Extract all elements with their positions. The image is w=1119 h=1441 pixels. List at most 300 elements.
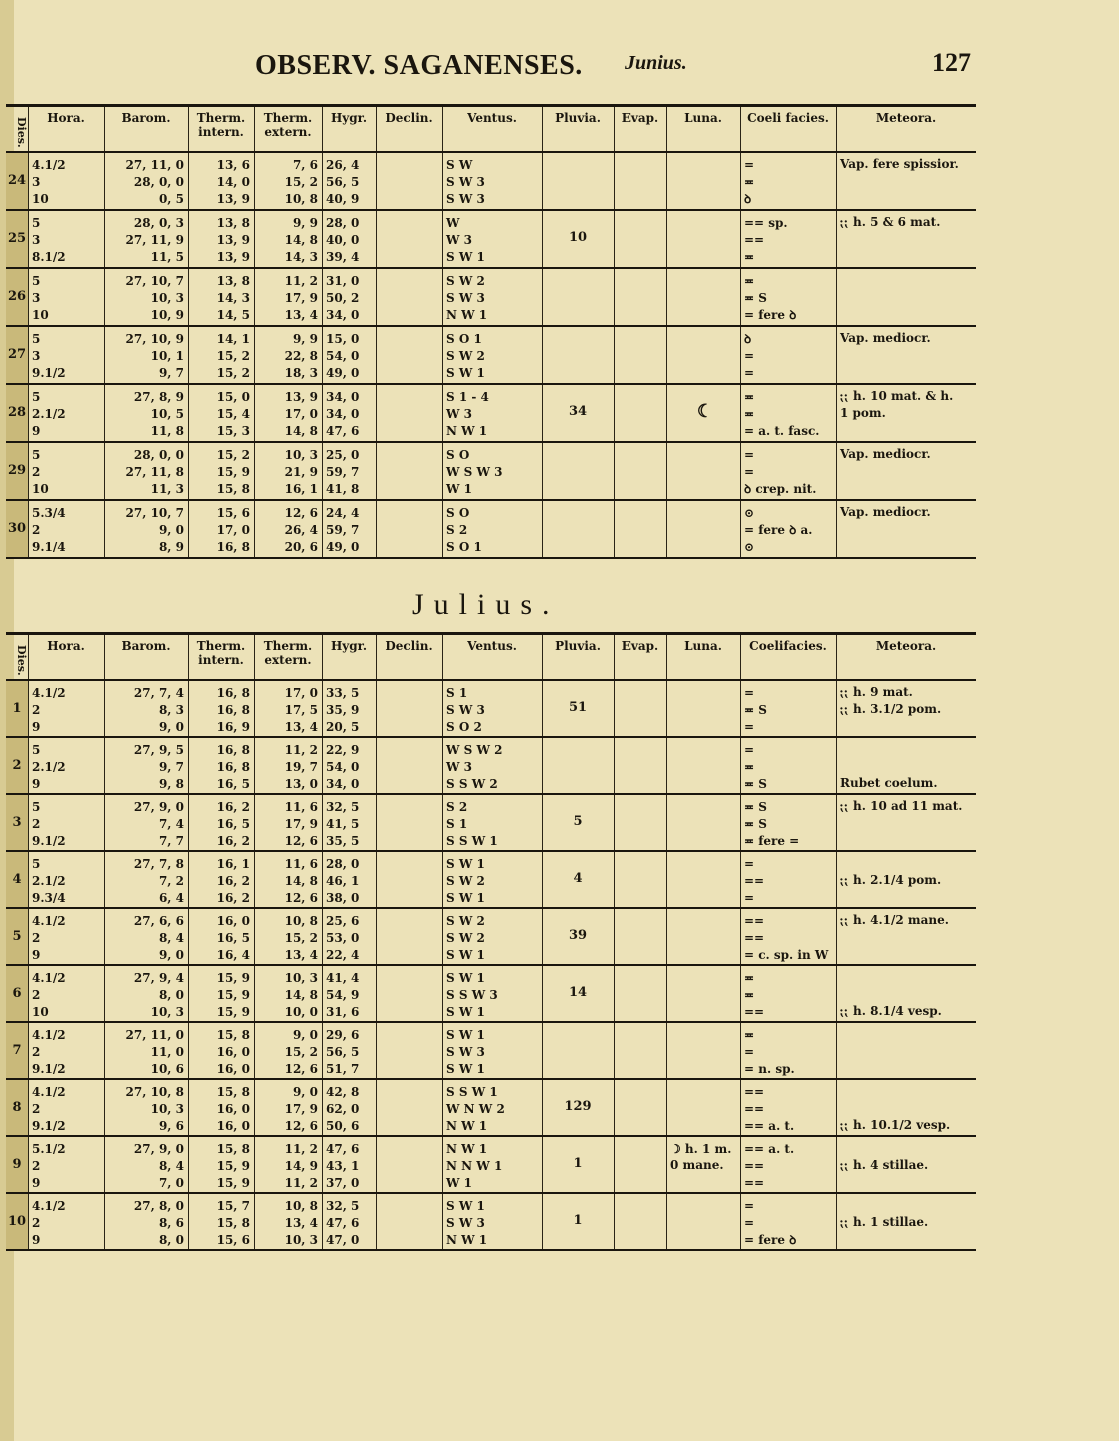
cell-hygr — [322, 1194, 376, 1249]
cell-ventus — [442, 909, 542, 964]
cell-meteora — [836, 385, 976, 441]
cell-hora — [28, 211, 104, 267]
hora-value: 5 — [32, 216, 41, 230]
cell-dies — [6, 681, 28, 736]
hora-value: 2 — [32, 817, 41, 831]
coeli-value: = c. sp. in W — [744, 948, 829, 962]
pluvia-value: 129 — [564, 1098, 592, 1114]
column-divider — [614, 107, 615, 151]
cell-dies — [6, 385, 28, 441]
tex-value: 11, 2 — [284, 1142, 318, 1156]
tin-value: 16, 2 — [216, 874, 250, 888]
tin-value: 15, 8 — [216, 482, 250, 496]
coeli-value: ≖ — [744, 250, 755, 264]
tex-value: 9, 0 — [292, 1028, 318, 1042]
hora-value: 10 — [32, 482, 49, 496]
pluvia-value: 1 — [573, 1155, 583, 1171]
table-row — [6, 909, 976, 966]
ventus-value: S S W 3 — [446, 988, 498, 1002]
column-divider — [188, 635, 189, 679]
cell-tin — [188, 385, 254, 441]
cell-tin — [188, 269, 254, 325]
cell-evap — [614, 795, 666, 850]
hora-value: 3 — [32, 233, 41, 247]
cell-hora — [28, 795, 104, 850]
barom-value: 9, 7 — [158, 760, 184, 774]
coeli-value: = — [744, 1216, 755, 1230]
luna-value — [666, 856, 740, 872]
cell-hygr — [322, 966, 376, 1021]
ventus-value: S 1 — [446, 817, 468, 831]
cell-ventus — [442, 269, 542, 325]
coeli-value: = — [744, 349, 755, 363]
tex-value: 15, 2 — [284, 175, 318, 189]
cell-tex — [254, 153, 322, 209]
coeli-value: ≖ S — [744, 291, 767, 305]
header-barom-label: Barom. — [121, 111, 171, 125]
column-divider — [442, 635, 443, 679]
header-declin-label: Declin. — [385, 639, 433, 653]
barom-value: 28, 0, 0 — [133, 448, 184, 462]
cell-hora — [28, 909, 104, 964]
coeli-value: ≖ — [744, 971, 755, 985]
hora-value: 4.1/2 — [32, 686, 66, 700]
tex-value: 17, 0 — [284, 407, 318, 421]
column-divider — [376, 107, 377, 151]
cell-tex — [254, 1023, 322, 1078]
cell-tin — [188, 211, 254, 267]
cell-evap — [614, 501, 666, 557]
header-meteora-label: Meteora. — [875, 639, 937, 653]
barom-value: 27, 10, 8 — [125, 1085, 184, 1099]
table-row — [6, 153, 976, 211]
meteora-value: ⁏⁏ h. 10 mat. & h. — [840, 389, 954, 403]
header-barom — [104, 635, 188, 679]
tex-value: 10, 3 — [284, 1233, 318, 1247]
hygr-value: 47, 6 — [326, 1216, 360, 1230]
hygr-value: 49, 0 — [326, 366, 360, 380]
cell-barom — [104, 681, 188, 736]
cell-meteora — [836, 966, 976, 1021]
cell-pluvia — [542, 795, 614, 850]
hygr-value: 56, 5 — [326, 175, 360, 189]
ventus-value: S W 1 — [446, 971, 485, 985]
barom-value: 0, 5 — [158, 192, 184, 206]
tex-value: 14, 8 — [284, 988, 318, 1002]
tin-value: 17, 0 — [216, 523, 250, 537]
cell-luna — [666, 211, 740, 267]
cell-hygr — [322, 681, 376, 736]
cell-tex — [254, 1194, 322, 1249]
cell-tex — [254, 1080, 322, 1135]
tex-value: 12, 6 — [284, 834, 318, 848]
hora-value: 4.1/2 — [32, 1028, 66, 1042]
cell-declin — [376, 795, 442, 850]
barom-value: 7, 2 — [158, 874, 184, 888]
barom-value: 6, 4 — [158, 891, 184, 905]
barom-value: 10, 9 — [150, 308, 184, 322]
ventus-value: S S W 1 — [446, 834, 498, 848]
tex-value: 14, 8 — [284, 424, 318, 438]
tex-value: 26, 4 — [284, 523, 318, 537]
ventus-value: N N W 1 — [446, 1159, 503, 1173]
barom-value: 27, 10, 7 — [125, 506, 184, 520]
cell-tex — [254, 795, 322, 850]
cell-pluvia — [542, 153, 614, 209]
hygr-value: 35, 5 — [326, 834, 360, 848]
hygr-value: 34, 0 — [326, 308, 360, 322]
hygr-value: 49, 0 — [326, 540, 360, 554]
table-row — [6, 1194, 976, 1251]
coeli-value: ≖ S — [744, 703, 767, 717]
header-coeli-label: Coeli facies. — [747, 111, 829, 125]
header-hygr-label: Hygr. — [330, 111, 368, 125]
hora-value: 10 — [32, 1005, 49, 1019]
hygr-value: 42, 8 — [326, 1085, 360, 1099]
hygr-value: 59, 7 — [326, 465, 360, 479]
cell-evap — [614, 443, 666, 499]
tex-value: 10, 0 — [284, 1005, 318, 1019]
hygr-value: 54, 9 — [326, 988, 360, 1002]
cell-declin — [376, 738, 442, 793]
barom-value: 27, 8, 9 — [133, 390, 184, 404]
barom-value: 11, 0 — [150, 1045, 184, 1059]
column-divider — [28, 107, 29, 151]
cell-tin — [188, 966, 254, 1021]
cell-barom — [104, 501, 188, 557]
header-hygr — [322, 635, 376, 679]
cell-declin — [376, 501, 442, 557]
tex-value: 21, 9 — [284, 465, 318, 479]
meteora-value: ⁏⁏ h. 1 stillae. — [840, 1215, 929, 1229]
tin-value: 13, 6 — [216, 158, 250, 172]
cell-pluvia — [542, 501, 614, 557]
coeli-value: ≖ S — [744, 817, 767, 831]
tin-value: 15, 2 — [216, 366, 250, 380]
cell-coeli — [740, 385, 836, 441]
hygr-value: 47, 6 — [326, 424, 360, 438]
cell-ventus — [442, 327, 542, 383]
tex-value: 10, 3 — [284, 448, 318, 462]
ventus-value: S S W 2 — [446, 777, 498, 791]
table-row — [6, 795, 976, 852]
header-pluvia-label: Pluvia. — [555, 111, 601, 125]
table-row — [6, 738, 976, 795]
cell-hygr — [322, 443, 376, 499]
cell-luna — [666, 501, 740, 557]
page-title: OBSERV. SAGANENSES. — [255, 50, 583, 81]
cell-evap — [614, 153, 666, 209]
barom-value: 8, 0 — [158, 988, 184, 1002]
day-number: 4 — [12, 871, 22, 887]
hora-value: 9.1/2 — [32, 1119, 66, 1133]
header-declin — [376, 635, 442, 679]
cell-coeli — [740, 153, 836, 209]
luna-value — [666, 970, 740, 986]
hygr-value: 28, 0 — [326, 216, 360, 230]
cell-dies — [6, 327, 28, 383]
ventus-value: S W — [446, 158, 473, 172]
hora-value: 2.1/2 — [32, 874, 66, 888]
column-divider — [836, 635, 837, 679]
header-hora-label: Hora. — [47, 111, 85, 125]
tin-value: 16, 0 — [216, 1102, 250, 1116]
hora-value: 4.1/2 — [32, 1085, 66, 1099]
cell-meteora — [836, 795, 976, 850]
hygr-value: 54, 0 — [326, 760, 360, 774]
cell-dies — [6, 269, 28, 325]
hygr-value: 25, 6 — [326, 914, 360, 928]
cell-barom — [104, 385, 188, 441]
cell-meteora — [836, 501, 976, 557]
tex-value: 12, 6 — [284, 506, 318, 520]
header-tin — [188, 635, 254, 679]
hora-value: 2 — [32, 1045, 41, 1059]
coeli-value: ≖ — [744, 760, 755, 774]
ventus-value: S 1 - 4 — [446, 390, 489, 404]
cell-declin — [376, 1137, 442, 1192]
table-row — [6, 1080, 976, 1137]
table-header — [6, 104, 976, 153]
coeli-value: ⊙ — [744, 540, 755, 554]
barom-value: 27, 11, 8 — [125, 465, 184, 479]
day-number: 26 — [7, 289, 27, 304]
header-tex-label: extern. — [264, 653, 312, 667]
coeli-value: ꝺ — [744, 192, 752, 206]
cell-tex — [254, 738, 322, 793]
barom-value: 8, 4 — [158, 1159, 184, 1173]
hygr-value: 51, 7 — [326, 1062, 360, 1076]
coeli-value: = — [744, 743, 755, 757]
cell-tex — [254, 443, 322, 499]
cell-pluvia — [542, 1080, 614, 1135]
cell-dies — [6, 1023, 28, 1078]
ventus-value: S W 1 — [446, 366, 485, 380]
coeli-value: ≖ — [744, 274, 755, 288]
cell-evap — [614, 1023, 666, 1078]
cell-tin — [188, 1194, 254, 1249]
barom-value: 9, 8 — [158, 777, 184, 791]
cell-declin — [376, 966, 442, 1021]
hygr-value: 40, 9 — [326, 192, 360, 206]
coeli-value: == — [744, 1005, 765, 1019]
pluvia-value: 5 — [573, 813, 583, 829]
cell-barom — [104, 738, 188, 793]
meteora-value: ⁏⁏ h. 2.1/4 pom. — [840, 873, 942, 887]
hygr-value: 34, 0 — [326, 407, 360, 421]
column-divider — [666, 635, 667, 679]
barom-value: 8, 0 — [158, 1233, 184, 1247]
cell-ventus — [442, 1080, 542, 1135]
pluvia-value: 51 — [568, 699, 588, 715]
barom-value: 8, 3 — [158, 703, 184, 717]
cell-pluvia — [542, 738, 614, 793]
ventus-value: S O — [446, 448, 470, 462]
luna-value — [666, 685, 740, 701]
header-pluvia — [542, 107, 614, 151]
cell-coeli — [740, 443, 836, 499]
cell-meteora — [836, 1023, 976, 1078]
cell-barom — [104, 1080, 188, 1135]
header-ventus — [442, 107, 542, 151]
luna-value — [666, 215, 740, 231]
tin-value: 16, 0 — [216, 914, 250, 928]
hygr-value: 28, 0 — [326, 857, 360, 871]
barom-value: 27, 9, 4 — [133, 971, 184, 985]
cell-dies — [6, 443, 28, 499]
hygr-value: 38, 0 — [326, 891, 360, 905]
cell-meteora — [836, 211, 976, 267]
tin-value: 15, 7 — [216, 1199, 250, 1213]
cell-declin — [376, 443, 442, 499]
tin-value: 15, 8 — [216, 1028, 250, 1042]
cell-tin — [188, 1137, 254, 1192]
hygr-value: 41, 4 — [326, 971, 360, 985]
coeli-value: = — [744, 448, 755, 462]
column-divider — [254, 635, 255, 679]
header-coeli — [740, 635, 836, 679]
hygr-value: 32, 5 — [326, 1199, 360, 1213]
pluvia-value: 1 — [573, 1212, 583, 1228]
hygr-value: 47, 6 — [326, 1142, 360, 1156]
barom-value: 27, 6, 6 — [133, 914, 184, 928]
cell-declin — [376, 327, 442, 383]
cell-hora — [28, 327, 104, 383]
ventus-value: S W 1 — [446, 1062, 485, 1076]
tin-value: 16, 8 — [216, 760, 250, 774]
cell-barom — [104, 966, 188, 1021]
header-ventus-label: Ventus. — [467, 111, 517, 125]
cell-coeli — [740, 681, 836, 736]
header-hora-label: Hora. — [47, 639, 85, 653]
tin-value: 15, 4 — [216, 407, 250, 421]
cell-evap — [614, 211, 666, 267]
cell-meteora — [836, 852, 976, 907]
cell-tex — [254, 966, 322, 1021]
tex-value: 18, 3 — [284, 366, 318, 380]
cell-ventus — [442, 385, 542, 441]
cell-pluvia — [542, 852, 614, 907]
cell-declin — [376, 269, 442, 325]
coeli-value: == — [744, 233, 765, 247]
tin-value: 16, 5 — [216, 817, 250, 831]
table-row — [6, 852, 976, 909]
ventus-value: S 1 — [446, 686, 468, 700]
cell-tin — [188, 852, 254, 907]
hygr-value: 31, 0 — [326, 274, 360, 288]
ventus-value: S W 3 — [446, 1045, 485, 1059]
hora-value: 9 — [32, 948, 41, 962]
hora-value: 5 — [32, 800, 41, 814]
luna-value — [666, 1027, 740, 1043]
hora-value: 2.1/2 — [32, 760, 66, 774]
ventus-value: N W 1 — [446, 1142, 488, 1156]
cell-hygr — [322, 153, 376, 209]
cell-dies — [6, 1194, 28, 1249]
tex-value: 10, 3 — [284, 971, 318, 985]
tex-value: 11, 2 — [284, 743, 318, 757]
luna-value — [666, 505, 740, 521]
header-tin-label: Therm. — [196, 111, 246, 125]
hora-value: 2 — [32, 1102, 41, 1116]
cell-tex — [254, 385, 322, 441]
hygr-value: 15, 0 — [326, 332, 360, 346]
cell-dies — [6, 153, 28, 209]
cell-hygr — [322, 852, 376, 907]
hora-value: 2 — [32, 523, 41, 537]
cell-ventus — [442, 852, 542, 907]
coeli-value: = — [744, 158, 755, 172]
cell-barom — [104, 269, 188, 325]
cell-ventus — [442, 501, 542, 557]
cell-pluvia — [542, 1137, 614, 1192]
cell-declin — [376, 211, 442, 267]
header-tex-label: Therm. — [263, 639, 313, 653]
coeli-value: == a. t. — [744, 1119, 795, 1133]
ventus-value: S O 2 — [446, 720, 482, 734]
cell-hora — [28, 385, 104, 441]
hygr-value: 32, 5 — [326, 800, 360, 814]
cell-ventus — [442, 153, 542, 209]
table-row — [6, 443, 976, 501]
coeli-value: == — [744, 931, 765, 945]
coeli-value: ꝺ — [744, 332, 752, 346]
tin-value: 13, 9 — [216, 192, 250, 206]
tin-value: 16, 5 — [216, 931, 250, 945]
cell-barom — [104, 211, 188, 267]
cell-hora — [28, 738, 104, 793]
hora-value: 4.1/2 — [32, 914, 66, 928]
coeli-value: = — [744, 1199, 755, 1213]
cell-dies — [6, 795, 28, 850]
barom-value: 27, 11, 0 — [125, 1028, 184, 1042]
cell-luna — [666, 385, 740, 441]
tex-value: 9, 0 — [292, 1085, 318, 1099]
ventus-value: S O — [446, 506, 470, 520]
cell-hygr — [322, 1080, 376, 1135]
column-divider — [542, 107, 543, 151]
hygr-value: 34, 0 — [326, 390, 360, 404]
header-meteora — [836, 635, 976, 679]
barom-value: 27, 10, 7 — [125, 274, 184, 288]
hygr-value: 31, 6 — [326, 1005, 360, 1019]
cell-luna — [666, 852, 740, 907]
header-dies-label: Dies. — [15, 116, 28, 148]
coeli-value: == — [744, 1085, 765, 1099]
tex-value: 10, 8 — [284, 1199, 318, 1213]
hora-value: 4.1/2 — [32, 1199, 66, 1213]
ventus-value: W 3 — [446, 407, 473, 421]
day-number: 25 — [7, 231, 27, 246]
table-row — [6, 1137, 976, 1194]
tex-value: 17, 9 — [284, 817, 318, 831]
cell-ventus — [442, 1023, 542, 1078]
tex-value: 11, 6 — [284, 800, 318, 814]
tex-value: 10, 8 — [284, 914, 318, 928]
barom-value: 10, 6 — [150, 1062, 184, 1076]
hygr-value: 43, 1 — [326, 1159, 360, 1173]
tin-value: 16, 9 — [216, 720, 250, 734]
cell-pluvia — [542, 966, 614, 1021]
cell-tin — [188, 795, 254, 850]
cell-evap — [614, 1194, 666, 1249]
header-tex — [254, 635, 322, 679]
table-body — [6, 153, 976, 559]
header-tin-label: intern. — [198, 653, 244, 667]
tex-value: 11, 6 — [284, 857, 318, 871]
cell-tex — [254, 501, 322, 557]
barom-value: 27, 7, 8 — [133, 857, 184, 871]
